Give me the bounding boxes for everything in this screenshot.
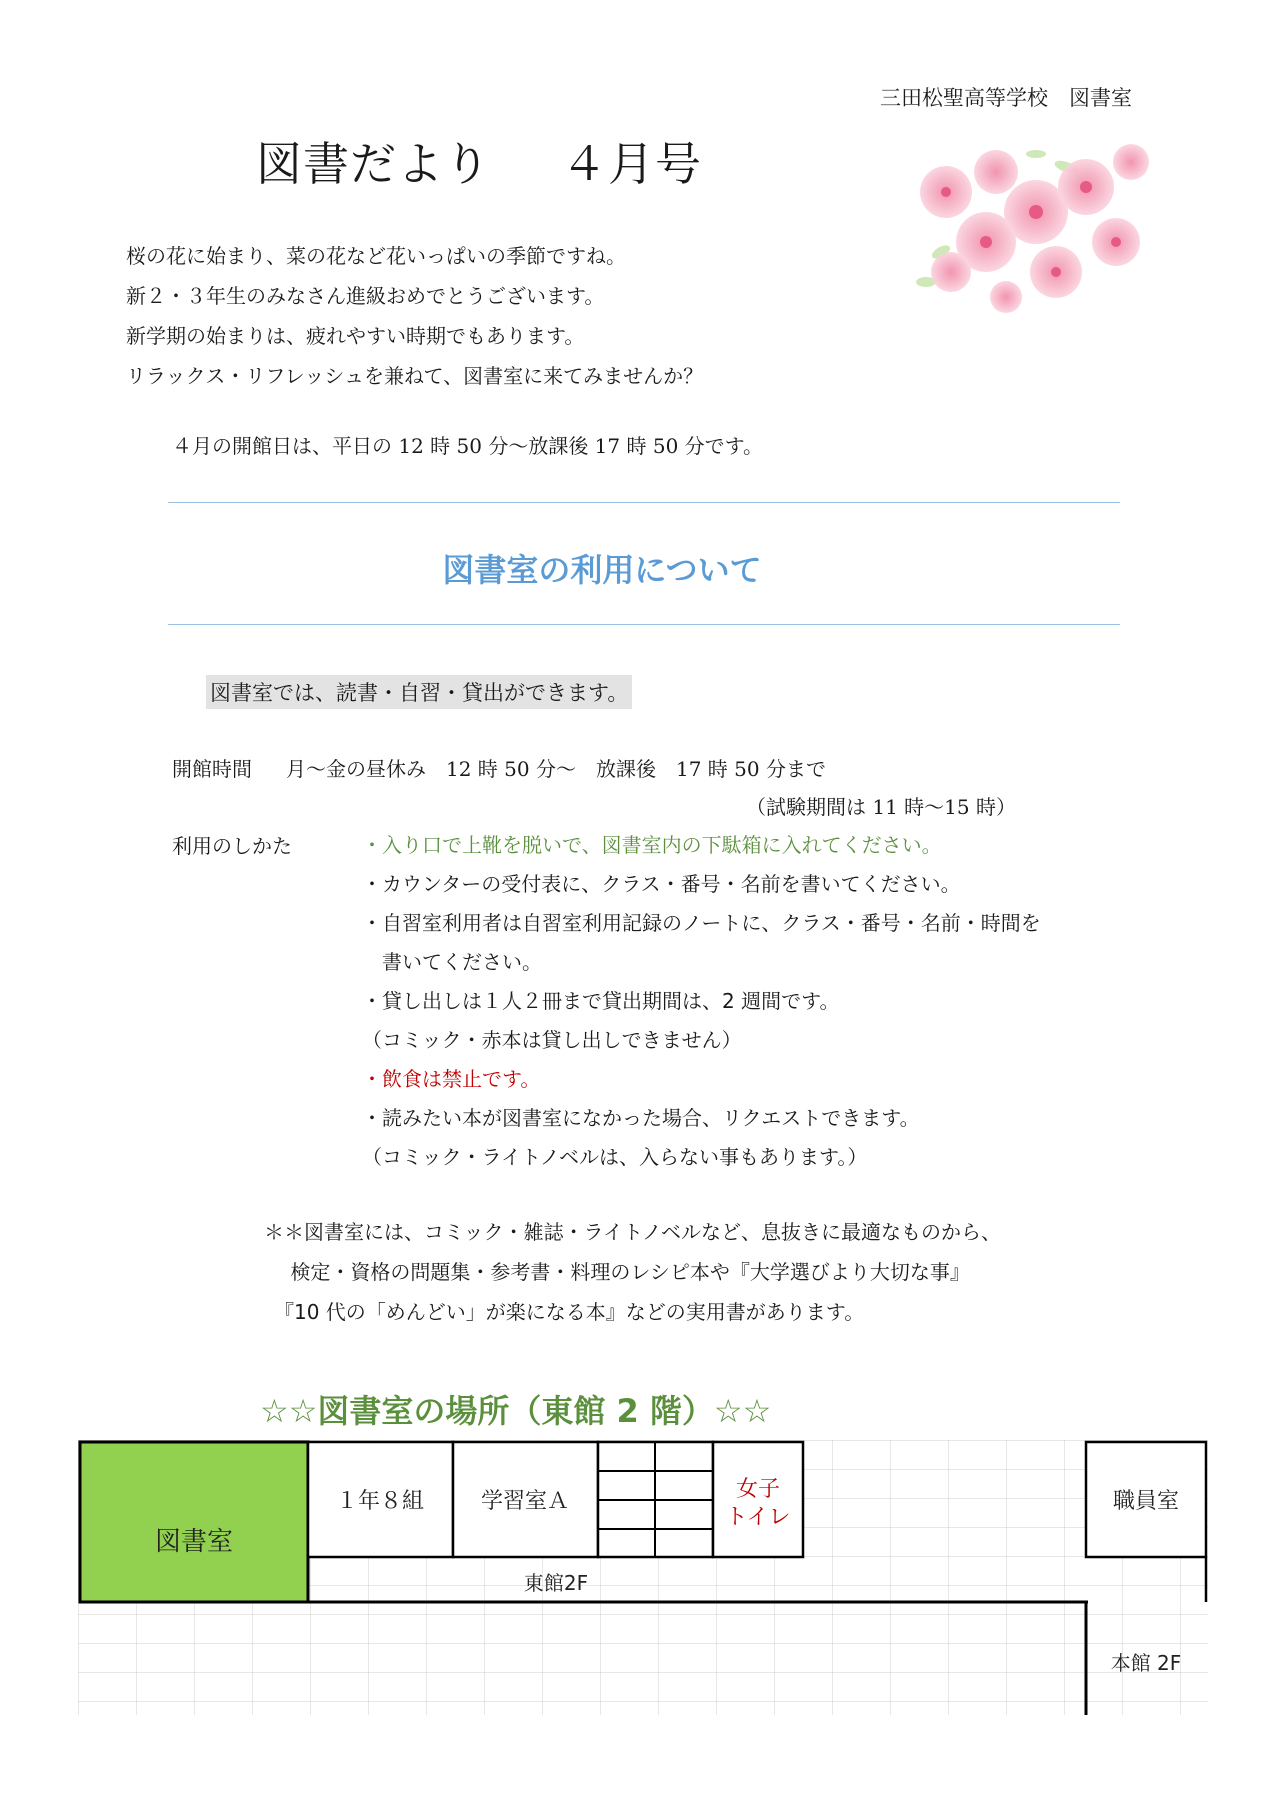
intro-line: 新学期の始まりは、疲れやすい時期でもあります。 <box>126 324 585 348</box>
april-hours: ４月の開館日は、平日の 12 時 50 分～放課後 17 時 50 分です。 <box>172 434 764 458</box>
collection-note <box>264 1212 1001 1332</box>
cherry-blossom-illustration <box>886 132 1162 328</box>
map-restroom-label-1: 女子 <box>735 1477 781 1502</box>
newsletter-title <box>256 128 702 194</box>
rule-line: （コミック・赤本は貸し出しできません） <box>362 1028 742 1052</box>
exam-period-note: （試験期間は 11 時～15 時） <box>746 795 1016 819</box>
rule-line: ・飲食は禁止です。 <box>362 1067 541 1091</box>
opening-label: 開館時間 <box>172 757 252 781</box>
map-east-2f-label: 東館2F <box>523 1571 589 1595</box>
floor-map <box>78 1440 1208 1720</box>
divider-top <box>168 502 1120 503</box>
note-line: 検定・資格の問題集・参考書・料理のレシピ本や『大学選びより大切な事』 <box>264 1260 970 1284</box>
map-library-label: 図書室 <box>154 1527 234 1557</box>
usage-rules <box>362 826 1041 1177</box>
opening-hours: 月～金の昼休み 12 時 50 分～ 放課後 17 時 50 分まで <box>286 757 826 781</box>
school-name: 三田松聖高等学校 図書室 <box>880 86 1132 110</box>
divider-bottom <box>168 624 1120 625</box>
rule-line: 書いてください。 <box>362 950 542 974</box>
rule-line: ・入り口で上靴を脱いで、図書室内の下駄箱に入れてください。 <box>362 833 942 857</box>
intro-text <box>126 236 886 396</box>
map-library <box>80 1442 308 1602</box>
note-line: 『10 代の「めんどい」が楽になる本』などの実用書があります。 <box>264 1300 865 1324</box>
intro-line: リラックス・リフレッシュを兼ねて、図書室に来てみませんか？ <box>126 364 704 388</box>
map-class-label: １年８組 <box>335 1489 425 1514</box>
map-staff-room-label: 職員室 <box>1112 1489 1180 1514</box>
intro-line: 新２・３年生のみなさん進級おめでとうございます。 <box>126 284 605 308</box>
map-main-2f-label: 本館 2F <box>1110 1651 1182 1675</box>
location-title: ☆☆図書室の場所（東館 2 階）☆☆ <box>260 1392 772 1430</box>
map-restroom-label-2: トイレ <box>725 1505 791 1530</box>
usage-label: 利用のしかた <box>172 834 292 858</box>
map-study-room-label: 学習室Ａ <box>480 1489 570 1514</box>
section-title: 図書室の利用について <box>442 551 762 589</box>
title-month: ４月号 <box>561 137 702 191</box>
title-text: 図書だより <box>256 137 491 191</box>
note-line: ＊＊図書室には、コミック・雑誌・ライトノベルなど、息抜きに最適なものから、 <box>264 1220 1001 1244</box>
rule-line: ・自習室利用者は自習室利用記録のノートに、クラス・番号・名前・時間を <box>362 911 1041 935</box>
rule-line: ・カウンターの受付表に、クラス・番号・名前を書いてください。 <box>362 872 961 896</box>
services-highlight: 図書室では、読書・自習・貸出ができます。 <box>206 675 632 709</box>
rule-line: ・読みたい本が図書室になかった場合、リクエストできます。 <box>362 1106 920 1130</box>
intro-line: 桜の花に始まり、菜の花など花いっぱいの季節ですね。 <box>126 244 626 268</box>
rule-line: （コミック・ライトノベルは、入らない事もあります。） <box>362 1145 868 1169</box>
rule-line: ・貸し出しは１人２冊まで貸出期間は、2 週間です。 <box>362 989 840 1013</box>
